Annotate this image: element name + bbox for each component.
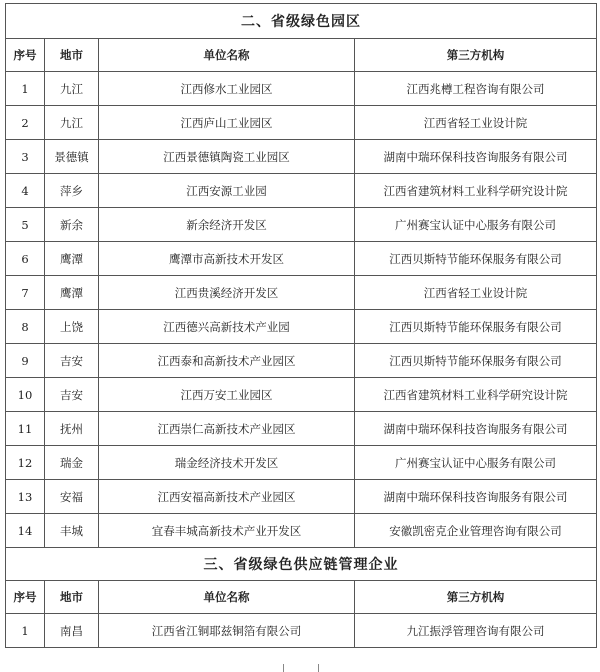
cell-serial: 2	[6, 106, 45, 140]
cell-third-party: 湖南中瑞环保科技咨询服务有限公司	[355, 480, 597, 514]
cell-unit-name: 江西万安工业园区	[99, 378, 355, 412]
header-unit-name: 单位名称	[99, 39, 355, 72]
cell-serial: 1	[6, 72, 45, 106]
table-row	[6, 276, 597, 310]
cell-serial: 10	[6, 378, 45, 412]
section3-title: 三、省级绿色供应链管理企业	[6, 548, 597, 581]
table-row	[6, 378, 597, 412]
cell-serial: 13	[6, 480, 45, 514]
cell-serial: 6	[6, 242, 45, 276]
header-city: 地市	[45, 581, 99, 614]
cell-third-party: 江西贝斯特节能环保服务有限公司	[355, 344, 597, 378]
cell-third-party: 江西省轻工业设计院	[355, 106, 597, 140]
cell-serial: 12	[6, 446, 45, 480]
table-row	[6, 242, 597, 276]
cell-city: 鹰潭	[45, 242, 99, 276]
cell-serial: 9	[6, 344, 45, 378]
cell-unit-name: 江西崇仁高新技术产业园区	[99, 412, 355, 446]
cell-third-party: 湖南中瑞环保科技咨询服务有限公司	[355, 412, 597, 446]
table-row	[6, 412, 597, 446]
cell-serial: 5	[6, 208, 45, 242]
table-row	[6, 72, 597, 106]
cell-city: 瑞金	[45, 446, 99, 480]
cell-third-party: 江西贝斯特节能环保服务有限公司	[355, 310, 597, 344]
table-row	[6, 140, 597, 174]
cell-unit-name: 宜春丰城高新技术产业开发区	[99, 514, 355, 548]
cell-unit-name: 江西德兴高新技术产业园	[99, 310, 355, 344]
cell-unit-name: 江西庐山工业园区	[99, 106, 355, 140]
cell-unit-name: 江西安福高新技术产业园区	[99, 480, 355, 514]
cell-city: 安福	[45, 480, 99, 514]
cell-unit-name: 鹰潭市高新技术开发区	[99, 242, 355, 276]
cell-third-party: 安徽凯密克企业管理咨询有限公司	[355, 514, 597, 548]
table-row	[6, 208, 597, 242]
header-third-party: 第三方机构	[355, 39, 597, 72]
cell-third-party: 广州赛宝认证中心服务有限公司	[355, 208, 597, 242]
cell-third-party: 江西兆樽工程咨询有限公司	[355, 72, 597, 106]
cell-unit-name: 江西泰和高新技术产业园区	[99, 344, 355, 378]
cell-third-party: 江西省建筑材料工业科学研究设计院	[355, 378, 597, 412]
cell-city: 九江	[45, 106, 99, 140]
cell-city: 丰城	[45, 514, 99, 548]
cell-serial: 11	[6, 412, 45, 446]
next-table-edge	[283, 664, 319, 672]
table-row	[6, 174, 597, 208]
cell-third-party: 江西省轻工业设计院	[355, 276, 597, 310]
document-table	[5, 3, 597, 648]
cell-unit-name: 江西安源工业园	[99, 174, 355, 208]
cell-unit-name: 新余经济开发区	[99, 208, 355, 242]
table-row	[6, 446, 597, 480]
header-serial: 序号	[6, 581, 45, 614]
header-city: 地市	[45, 39, 99, 72]
cell-unit-name: 江西省江铜耶兹铜箔有限公司	[99, 614, 355, 648]
section2-title: 二、省级绿色园区	[6, 4, 597, 39]
table-row	[6, 344, 597, 378]
cell-serial: 14	[6, 514, 45, 548]
cell-third-party: 江西省建筑材料工业科学研究设计院	[355, 174, 597, 208]
cell-third-party: 九江振浮管理咨询有限公司	[355, 614, 597, 648]
cell-city: 景德镇	[45, 140, 99, 174]
cell-city: 萍乡	[45, 174, 99, 208]
cell-unit-name: 江西贵溪经济开发区	[99, 276, 355, 310]
cell-serial: 1	[6, 614, 45, 648]
table-row	[6, 310, 597, 344]
cell-city: 南昌	[45, 614, 99, 648]
table-row	[6, 106, 597, 140]
table-row	[6, 480, 597, 514]
table-row	[6, 514, 597, 548]
cell-city: 吉安	[45, 378, 99, 412]
cell-city: 新余	[45, 208, 99, 242]
cell-unit-name: 江西修水工业园区	[99, 72, 355, 106]
cell-unit-name: 江西景德镇陶瓷工业园区	[99, 140, 355, 174]
cell-unit-name: 瑞金经济技术开发区	[99, 446, 355, 480]
header-row	[6, 39, 597, 72]
header-unit-name: 单位名称	[99, 581, 355, 614]
header-third-party: 第三方机构	[355, 581, 597, 614]
cell-third-party: 江西贝斯特节能环保服务有限公司	[355, 242, 597, 276]
cell-city: 鹰潭	[45, 276, 99, 310]
cell-third-party: 广州赛宝认证中心服务有限公司	[355, 446, 597, 480]
header-serial: 序号	[6, 39, 45, 72]
table-row	[6, 614, 597, 648]
cell-third-party: 湖南中瑞环保科技咨询服务有限公司	[355, 140, 597, 174]
cell-serial: 7	[6, 276, 45, 310]
cell-city: 抚州	[45, 412, 99, 446]
cell-city: 九江	[45, 72, 99, 106]
cell-serial: 3	[6, 140, 45, 174]
cell-serial: 8	[6, 310, 45, 344]
cell-city: 吉安	[45, 344, 99, 378]
header-row	[6, 581, 597, 614]
cell-serial: 4	[6, 174, 45, 208]
cell-city: 上饶	[45, 310, 99, 344]
